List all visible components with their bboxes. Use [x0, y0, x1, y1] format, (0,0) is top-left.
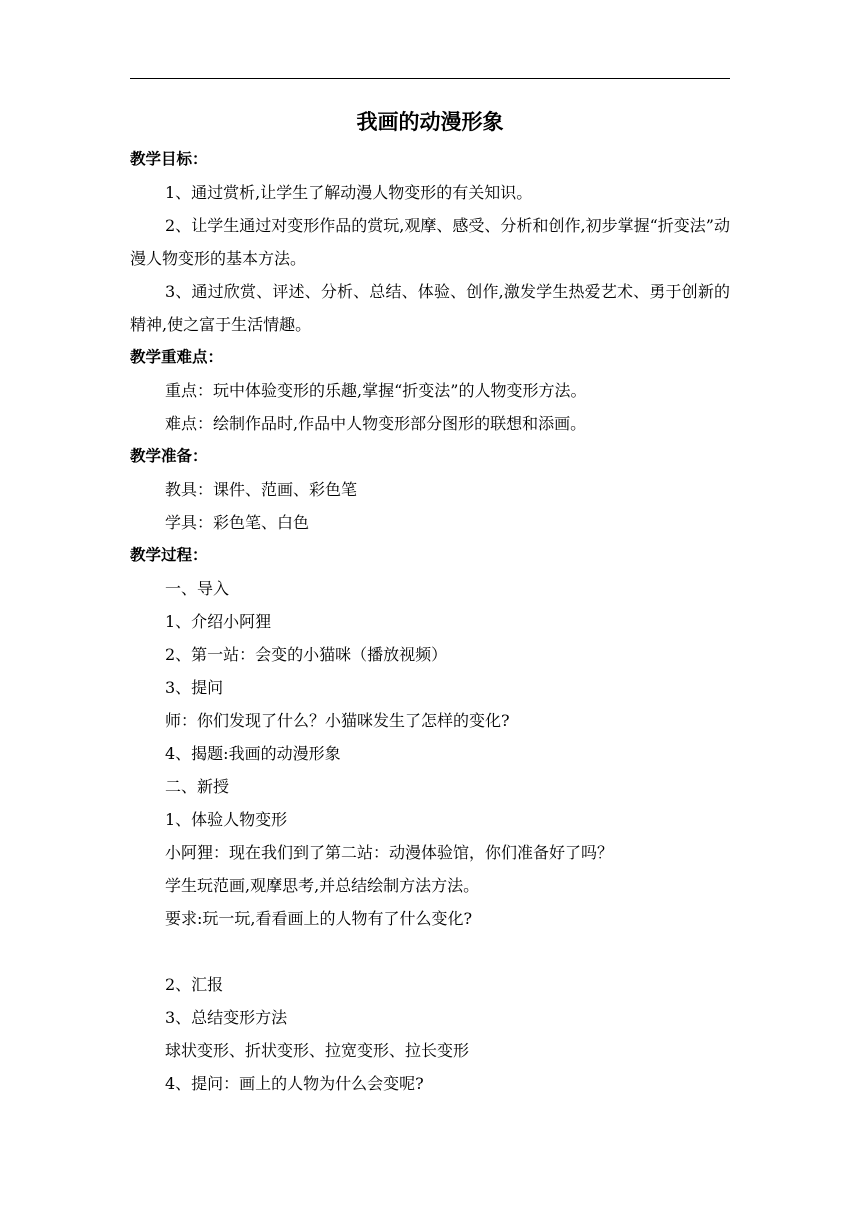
process-step: 3、提问: [165, 678, 224, 697]
process-step: 小阿狸：现在我们到了第二站：动漫体验馆，你们准备好了吗？: [165, 843, 614, 862]
process-step: 二、新授: [165, 777, 230, 796]
blank-line: [130, 935, 730, 968]
difficult-point: 难点：绘制作品时,作品中人物变形部分图形的联想和添画。: [165, 414, 587, 433]
header-rule: [130, 78, 730, 79]
goal-item: 1、通过赏析,让学生了解动漫人物变形的有关知识。: [165, 183, 533, 202]
process-step: 师：你们发现了什么？小猫咪发生了怎样的变化?: [165, 711, 510, 730]
goal-item: 2、让学生通过对变形作品的赏玩,观摩、感受、分析和创作,初步掌握“折变法”动漫人物变形的基本方法。: [130, 216, 730, 268]
process-step: 4、提问：画上的人物为什么会变呢?: [165, 1074, 424, 1093]
preparation-heading: 教学准备：: [130, 447, 208, 465]
process-step: 球状变形、折状变形、拉宽变形、拉长变形: [165, 1041, 470, 1060]
process-step: 2、汇报: [165, 975, 224, 994]
goal-item: 3、通过欣赏、评述、分析、总结、体验、创作,激发学生热爱艺术、勇于创新的精神,使之富于生活情趣。: [130, 282, 730, 334]
key-point: 重点：玩中体验变形的乐趣,掌握“折变法”的人物变形方法。: [165, 381, 587, 400]
process-step: 一、导入: [165, 579, 230, 598]
process-step: 1、介绍小阿狸: [165, 612, 272, 631]
process-heading: 教学过程：: [130, 546, 208, 564]
process-step: 3、总结变形方法: [165, 1008, 288, 1027]
student-tools: 学具：彩色笔、白色: [165, 513, 310, 532]
document-title: 我画的动漫形象: [356, 110, 504, 134]
goals-heading: 教学目标：: [130, 150, 208, 168]
key-points-heading: 教学重难点：: [130, 348, 224, 366]
document-body: [130, 143, 730, 1100]
process-step: 要求:玩一玩,看看画上的人物有了什么变化?: [165, 909, 473, 928]
teacher-tools: 教具：课件、范画、彩色笔: [165, 480, 358, 499]
process-step: 学生玩范画,观摩思考,并总结绘制方法方法。: [165, 876, 480, 895]
process-step: 4、揭题:我画的动漫形象: [165, 744, 341, 763]
process-step: 2、第一站：会变的小猫咪（播放视频）: [165, 645, 448, 664]
process-step: 1、体验人物变形: [165, 810, 288, 829]
